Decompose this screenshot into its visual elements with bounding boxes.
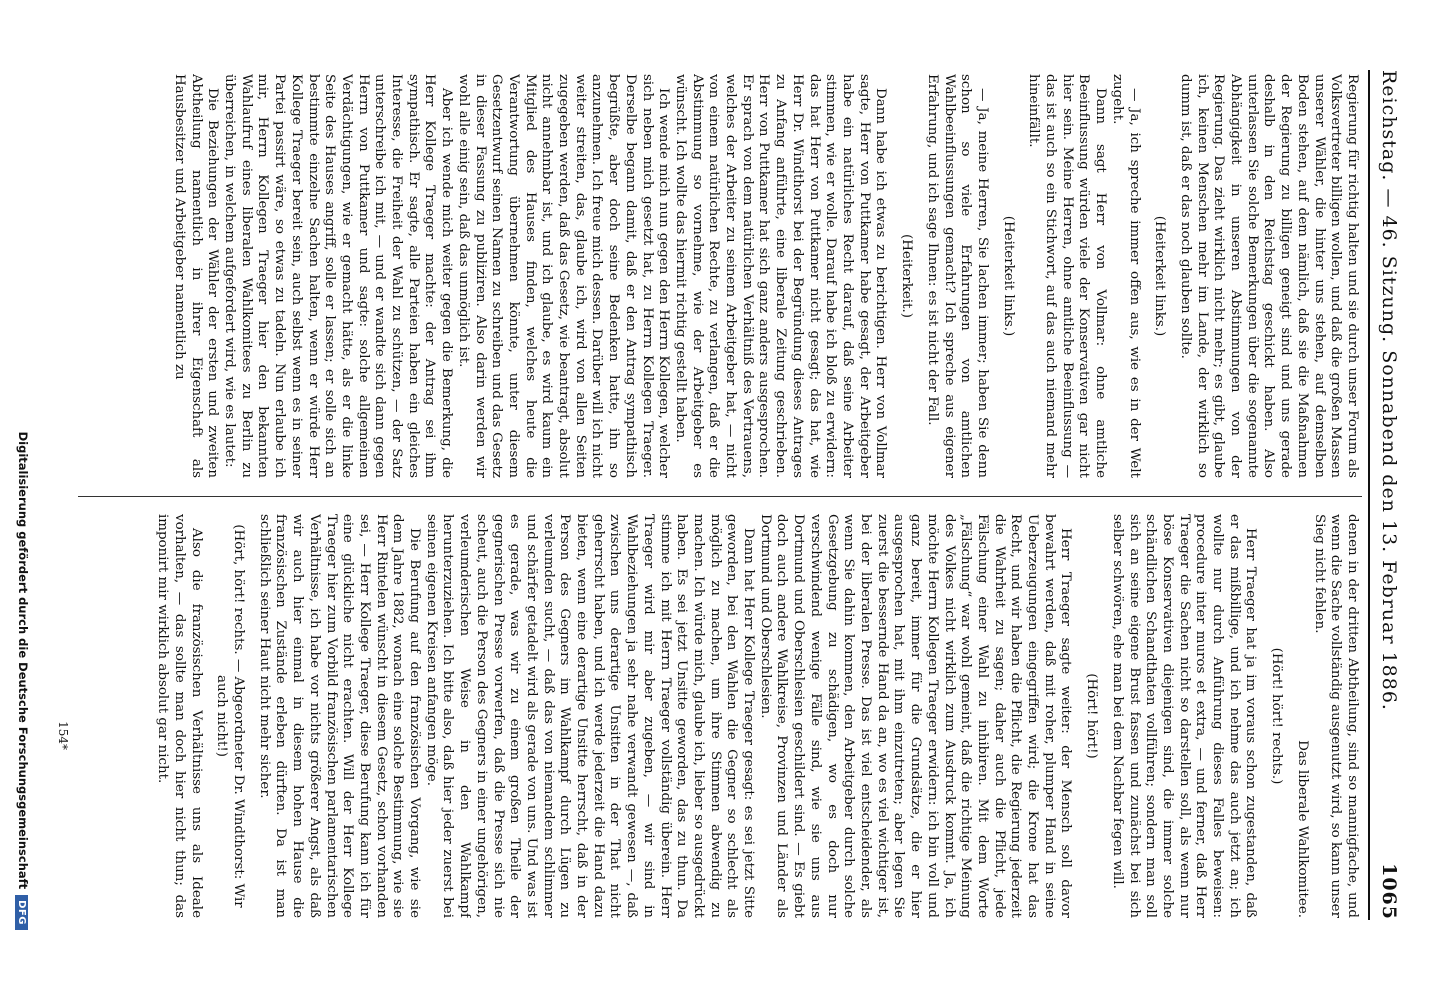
interjection: (Heiterkeit links.) xyxy=(1000,215,1016,337)
paragraph: denen in der dritten Abtheilung, sind so mannigfache, und wenn die Sache vollständig ausgenutzt wird, so kann unser Sieg nicht fehlen. xyxy=(1311,514,1360,918)
running-header xyxy=(1374,70,1402,920)
interjection: (Hört, hört! rechts. — Abgeordneter Dr. Windthorst: Wir auch nicht!) xyxy=(214,524,246,908)
paragraph: Dann habe ich etwas zu berichtigen. Herr von Vollmar sagte, Herr von Puttkamer habe gesagt, der Arbeitgeber habe ein natürliches Recht darauf, daß seine Arbeiter stimmen, wie er wolle. Darauf habe ich bloß zu erwidern: das hat Herr von Puttkamer nicht gesagt; das hat, wie Herr Dr. Windthorst bei der Begründung dieses Antrages zu Anfang anführte, eine liberale Zeitung geschrieben. Herr von Puttkamer hat sich ganz anders ausgesprochen. Er sprach von dem natürlichen Verhältniß des Vertrauens, welches der Arbeiter zu seinem Arbeitgeber hat, — nicht von einem natürlichen Rechte, zu verlangen, daß er die Abstimmung so vornehme, wie der Arbeitgeber es wünscht. Ich wollte das hiermit richtig gestellt haben. xyxy=(672,74,889,478)
paragraph: — Ja, ich spreche immer offen aus, wie es in der Welt zugeht. xyxy=(1109,74,1142,478)
paragraph: Die Berufung auf den französischen Vorgang, wie sie dem Jahre 1882, wonach eine solche Bestimmung, wie sie Herr Rintelen wünscht in diesem Gesetz, schon vorhanden sei, — Herr Kollege Traeger, diese Berufung kann ich für eine glückliche nicht erachten. Will der Herr Kollege Traeger hier zum Vorbild französischen parlamentarischen Verhältnisse, ich habe vor nichts größerer Angst, als daß wir auch hier einmal in diesem hohen Hause die französischen Zustände erleben dürften. Da ist man schließlich seiner Haut nicht mehr sicher. xyxy=(256,514,423,918)
signature-mark: 154* xyxy=(56,721,70,750)
dfg-logo: DFG xyxy=(15,895,28,930)
interjection: (Heiterkeit links.) xyxy=(1152,215,1168,337)
paragraph: Aber ich wende mich weiter gegen die Bemerkung, die Herr Kollege Traeger machte: der Antrag sei ihm sympathisch. Er sagte, alle Parteien haben ein gleiches Interesse, die Freiheit der Wahl zu schützen, — der Satz unterschreibe ich mit, — und er wandte sich dann gegen Herrn von Puttkamer und sagte: solche allgemeinen Verdächtigungen, wie er gemacht hätte, als er die linke Seite des Hauses angriff, solle er lassen; er solle sich an bestimmte einzelne Sachen halten, wenn er würde Herr Kollege Traeger bereit sein, auch selbst wenn es in seiner Partei passirt wäre, so etwas zu tadeln. Nun erlaube ich mir, Herrn Kollegen Traeger hier den bekannten Wahlaufruf eines liberalen Wahlkomitees zu Berlin zu überreichen, in welchem aufgefordert wird, wie es lautet: xyxy=(222,74,455,478)
interjection: (Hört! hört!) xyxy=(1084,673,1100,759)
paragraph: Die Beziehungen der Wähler der ersten und zweiten Abtheilung namentlich in ihrer Eigenschaft als Hausbesitzer und Arbeitgeber namentlich zu xyxy=(171,74,221,478)
interjection: (Heiterkeit.) xyxy=(899,234,915,318)
paragraph: Herr Traeger sagte weiter: der Mensch soll davor bewahrt werden, daß mit roher, plumper Hand in seine Ueberzeugungen eingegriffen wird; die Krone hat das Recht, und wir haben die Pflicht, die Regierung jederzeit die Wahrheit zu sagen; daher auch die Pflicht, jede Fälschung einer Wahl zu inhibiren. Mit dem Worte „Fälschung“ war wohl gemeint, daß die richtige Meinung des Volkes nicht wirklich zum Ausdruck kommt. Ja, ich möchte Herrn Kollegen Traeger erwidern: ich bin voll und ganz bereit, immer für die Grundsätze, die er hier ausgesprochen hat, mit ihm einzutreten; aber legen Sie zuerst die bessernde Hand da an, wo es viel wichtiger ist, bei der liberalen Presse. Das ist viel entscheidender, als wenn Sie dahin kommen, den Arbeitgeber durch solche Gesetzgebung zu schädigen, wo es doch nur verschwindend wenige Fälle sind, wie sie uns aus Dortmund und Oberschlesien geschildert sind. — Es giebt doch auch andere Wahlkreise, Provinzen und Länder als Dortmund und Oberschlesien. xyxy=(757,514,1074,918)
paragraph: — Ja, meine Herren, Sie lachen immer; haben Sie denn schon so viele Erfahrungen von amtlichen Wahlbeeinflussungen gemacht? Ich spreche aus eigener Erfahrung, und ich sage Ihnen: es ist nicht der Fall. xyxy=(924,74,990,478)
page-number: 1065 xyxy=(1378,863,1400,920)
paragraph: Regierung für richtig halten und sie durch unser Forum als Volksvertreter billigen wollen, und daß die großen Massen unserer Wähler, die hinter uns stehen, auf demselben Boden stehen, auf dem nämlich, daß sie die Maßnahmen der Regierung zu billigen geneigt sind und uns gerade deshalb in den Reichstag geschickt haben. Also unterlassen Sie solche Bemerkungen über die sogenannte Abhängigkeit in unseren Abstimmungen von der Regierung. Das zieht wirklich nicht mehr; es gibt, glaube ich, keinen Menschen mehr im Lande, der wirklich so dumm ist, daß er das noch glauben sollte. xyxy=(1177,74,1360,478)
paragraph: Herr Traeger hat ja im voraus schon zugestanden, daß er das mißbillige, und ich nehme das auch jetzt an; ich wollte nur durch Anführung dieses Falles beweisen: procedure inter muros et extra, — und ferner, daß Herr Traeger die Sachen nicht so darstellen soll, als wenn nur böse Konservativen diejenigen sind, die immer solche schändlichen Schandthaten vollführen; sondern man soll sich an seine eigene Brust fassen und zunächst bei sich selber schwören, ehe man bei dem Nachbar fegen will. xyxy=(1109,514,1259,918)
paragraph: Also die französischen Verhältnisse uns als Ideale vorhalten, — das sollte man doch hier nicht thun; das imponirt mir wirklich absolut gar nicht. xyxy=(155,514,204,918)
paragraph: Ich wende mich nun gegen den Herrn Kollegen, welcher sich neben mich gesetzt hat, zu Herrn Kollegen Traeger. Derselbe begann damit, daß er den Antrag sympathisch begrüßte, aber doch seine Bedenken hatte, ihn so anzunehmen. Ich freue mich dessen. Darüber will ich nicht weiter streiten, das, glaube ich, wird von allen Seiten zugegeben werden, daß das Gesetz, wie beantragt, absolut nicht annehmbar ist, und ich glaube, es wird kaum ein Mitglied des Hauses finden, welches heute die Verantwortung übernehmen könnte, unter diesem Gesetzentwurf seinen Namen zu schreiben und das Gesetz in dieser Fassung zu publiziren. Also darin werden wir wohl alle einig sein, daß das unmöglich ist. xyxy=(455,74,672,478)
column-divider xyxy=(78,496,1362,497)
header-rule xyxy=(1368,70,1370,920)
credit-text: Digitalisierung gefördert durch die Deutsche Forschungsgemeinschaft xyxy=(16,431,30,890)
header-title: Reichstag. — 46. Sitzung. Sonnabend den 13. Februar 1886. xyxy=(1378,70,1400,711)
paragraph: Das liberale Wahlkomitee. xyxy=(1294,740,1310,918)
digitization-credit xyxy=(8,70,30,930)
interjection: (Hört! hört! rechts.) xyxy=(1269,647,1285,785)
paragraph: Dann hat Herr Kollege Traeger gesagt: es sei jetzt Sitte geworden, bei den Wahlen die Gegner so schlecht als möglich zu machen, um ihre Stimmen abwendig zu machen. Ich würde mich, glaube ich, lieber so ausgedrückt haben. Es sei jetzt Unsitte geworden, das zu thun. Da stimme ich mit Herrn Traeger vollständig überein. Herr Traeger wird mir aber zugeben, — wir sind in Wahlbeziehungen ja sehr nahe verwandt gewesen —, daß zwischen uns derartige Unsitten in der That nicht geherrscht haben, und ich werde jederzeit die Hand dazu bieten, wenn eine derartige Unsitte herrscht, daß in der Person des Gegners im Wahlkampf durch Lügen zu verleumden sucht, — daß das von niemandem schlimmer und schärfer getadelt wird als gerade von uns. Und was ist es gerade, was wir zu einem großen Theile der gegnerischen Presse vorwerfen, daß die Presse sich nie scheut, auch die Person des Gegners in einer ungehörigen, verleumderischen Weise in den Wahlkampf herunterzuziehen. Ich bitte also, daß hier jeder zuerst bei seinen eigenen Kreisen anfangen möge. xyxy=(423,514,757,918)
left-column xyxy=(78,74,1360,478)
paragraph: Dann sagt Herr von Vollmar: ohne amtliche Beeinflussung würden viele der Konservativen gar nicht hier sein. Meine Herren, ohne amtliche Beeinflussung — das ist auch so ein Stichwort, auf das auch niemand mehr hineinfällt. xyxy=(1026,74,1109,478)
right-column xyxy=(78,514,1360,918)
